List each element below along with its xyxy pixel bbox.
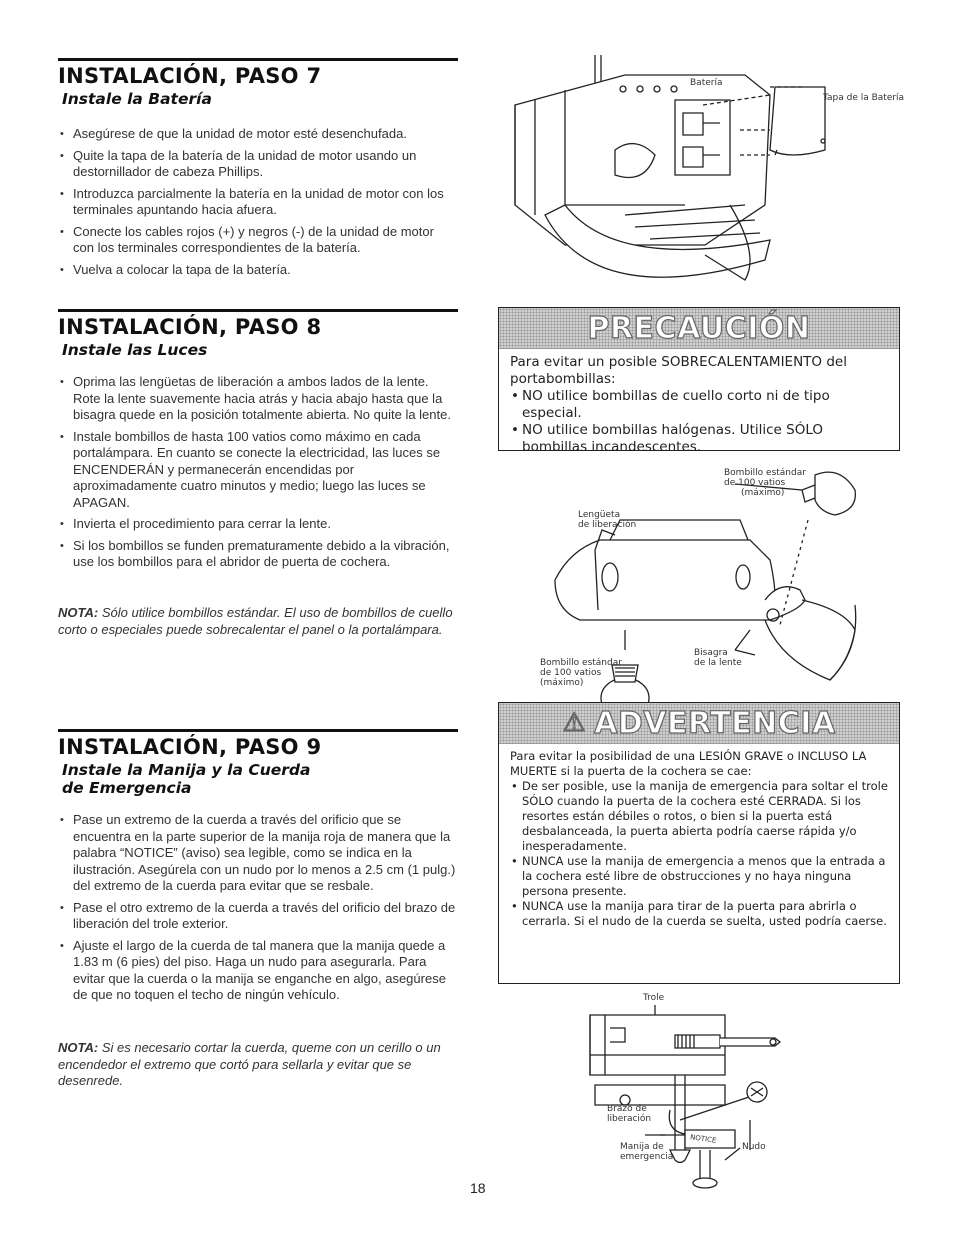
step9-title: INSTALACIÓN, PASO 9 xyxy=(58,735,322,759)
light-installation-illustration xyxy=(540,460,880,720)
bottom-bulb-label-3: (máximo) xyxy=(540,678,584,688)
bottom-bulb-label-1: Bombillo estándar xyxy=(540,658,622,668)
step9-note-label: NOTA: xyxy=(58,1040,99,1055)
release-tab-label-1: Lengüeta xyxy=(578,510,621,520)
battery-cover-label: Tapa de la Batería xyxy=(823,93,905,103)
warning-box xyxy=(498,702,900,984)
emergency-release-illustration xyxy=(585,1000,785,1185)
lens-hinge-label-2: de la lente xyxy=(694,658,742,668)
step8-bullet: • Si los bombillos se funden prematuramente debido a la vibración, use los bombillos para el abridor de puerta de cochera. xyxy=(58,538,458,571)
knot-label: Nudo xyxy=(742,1142,766,1152)
caution-bullet: • NO utilice bombillas de cuello corto ni de tipo especial. xyxy=(510,388,889,422)
step9-bullet: • Pase el otro extremo de la cuerda a través del orificio del brazo de liberación del trole exterior. xyxy=(58,900,458,933)
step8-bullet-list xyxy=(58,374,458,576)
warning-body xyxy=(499,744,899,935)
step9-subtitle-line2: de Emergencia xyxy=(62,779,192,797)
step7-rule xyxy=(58,58,458,61)
step8-rule xyxy=(58,309,458,312)
step8-note xyxy=(58,605,458,638)
battery-installation-illustration xyxy=(505,55,900,300)
step8-bullet: • Instale bombillos de hasta 100 vatios como máximo en cada portalámpara. En cuanto se conecte la electricidad, las luces se ENCENDERÁN y permanecerán encendidas por aproximadamente cuatro minutos y medio; luego las luces se APAGAN. xyxy=(58,429,458,512)
step8-bullet: • Invierta el procedimiento para cerrar la lente. xyxy=(58,516,458,533)
trolley-label: Trole xyxy=(643,993,665,1003)
caution-bullet-list xyxy=(510,388,889,456)
warning-icon: ⚠ xyxy=(562,708,587,738)
step7-bullet: • Conecte los cables rojos (+) y negros (-) de la unidad de motor con los terminales correspondientes de la batería. xyxy=(58,224,458,257)
release-arm-label-1: Brazo de xyxy=(607,1104,647,1114)
top-bulb-label-2: de 100 vatios xyxy=(724,478,786,488)
step9-bullet: • Ajuste el largo de la cuerda de tal manera que la manija quede a 1.83 m (6 pies) del piso. Haga un nudo para asegurarla. Para evitar que la cuerda o la manija se enganche en algo, asegúrese de que no toquen el techo de ningún vehículo. xyxy=(58,938,458,1004)
step7-bullet: • Quite la tapa de la batería de la unidad de motor usando un destornillador de cabeza Phillips. xyxy=(58,148,458,181)
caution-banner xyxy=(499,308,899,349)
warning-bullet: • NUNCA use la manija de emergencia a menos que la entrada a la cochera esté libre de obstrucciones y no haya ninguna persona presente. xyxy=(510,854,889,899)
step9-bullet: • Pase un extremo de la cuerda a través del orificio que se encuentra en la parte superior de la manija roja de manera que la palabra “NOTICE” (aviso) sea legible, como se indica en la ilustración. Asegúrela con un nudo por lo menos a 2.5 cm (1 pulg.) del extremo de la cuerda para evitar que se resbale. xyxy=(58,812,458,895)
step7-bullet: • Asegúrese de que la unidad de motor esté desenchufada. xyxy=(58,126,458,143)
step8-subtitle: Instale las Luces xyxy=(62,341,208,359)
step8-note-text: Sólo utilice bombillos estándar. El uso de bombillos de cuello corto o especiales puede sobrecalentar el panel o la portalámpara. xyxy=(58,605,453,637)
step8-title: INSTALACIÓN, PASO 8 xyxy=(58,315,322,339)
top-bulb-label-3: (máximo) xyxy=(741,488,785,498)
page-number: 18 xyxy=(470,1180,486,1196)
step8-note-label: NOTA: xyxy=(58,605,99,620)
step9-note-text: Si es necesario cortar la cuerda, queme con un cerillo o un encendedor el extremo que cortó para sellarla y evitar que se desenrede. xyxy=(58,1040,441,1088)
step9-subtitle-line1: Instale la Manija y la Cuerda xyxy=(62,761,311,779)
warning-intro: Para evitar la posibilidad de una LESIÓN GRAVE o INCLUSO LA MUERTE si la puerta de la cochera se cae: xyxy=(510,749,867,778)
top-bulb-label-1: Bombillo estándar xyxy=(724,468,806,478)
caution-intro: Para evitar un posible SOBRECALENTAMIENTO del portabombillas: xyxy=(510,354,847,387)
notice-handle-text: NOTICE xyxy=(689,1133,717,1145)
step7-bullet: • Introduzca parcialmente la batería en la unidad de motor con los terminales apuntando hacia afuera. xyxy=(58,186,458,219)
release-tab-label-2: de liberación xyxy=(578,520,637,530)
emergency-handle-label-2: emergencia xyxy=(620,1152,674,1162)
step9-bullet-list xyxy=(58,812,458,1009)
step8-bullet: • Oprima las lengüetas de liberación a ambos lados de la lente. Rote la lente suavemente hacia atrás y hacia abajo hasta que la bisagra quede en la posición totalmente abierta. No quite la lente. xyxy=(58,374,458,424)
caution-body xyxy=(499,349,899,462)
caution-heading: PRECAUCIÓN xyxy=(587,310,811,346)
step7-bullet-list xyxy=(58,126,458,283)
release-arm-label-2: liberación xyxy=(607,1114,652,1124)
warning-heading: ADVERTENCIA xyxy=(594,705,836,741)
step7-bullet: • Vuelva a colocar la tapa de la batería. xyxy=(58,262,458,279)
battery-label: Batería xyxy=(690,78,723,88)
warning-bullet: • De ser posible, use la manija de emergencia para soltar el trole SÓLO cuando la puerta de la cochera esté CERRADA. Si los resortes están débiles o rotos, o bien si la puerta está desbalanceada, la puerta abierta podría caerse rápida y/o inesperadamente. xyxy=(510,779,889,854)
emergency-handle-label-1: Manija de xyxy=(620,1142,664,1152)
step7-title: INSTALACIÓN, PASO 7 xyxy=(58,64,322,88)
warning-bullet-list xyxy=(510,779,889,929)
caution-bullet: • NO utilice bombillas halógenas. Utilice SÓLO bombillas incandescentes. xyxy=(510,422,889,456)
caution-box xyxy=(498,307,900,455)
warning-banner xyxy=(499,703,899,744)
step7-subtitle: Instale la Batería xyxy=(62,90,212,108)
warning-bullet: • NUNCA use la manija para tirar de la puerta para abrirla o cerrarla. Si el nudo de la cuerda se suelta, usted podría caerse. xyxy=(510,899,889,929)
step9-note xyxy=(58,1040,458,1090)
step9-rule xyxy=(58,729,458,732)
lens-hinge-label-1: Bisagra xyxy=(694,648,728,658)
bottom-bulb-label-2: de 100 vatios xyxy=(540,668,602,678)
